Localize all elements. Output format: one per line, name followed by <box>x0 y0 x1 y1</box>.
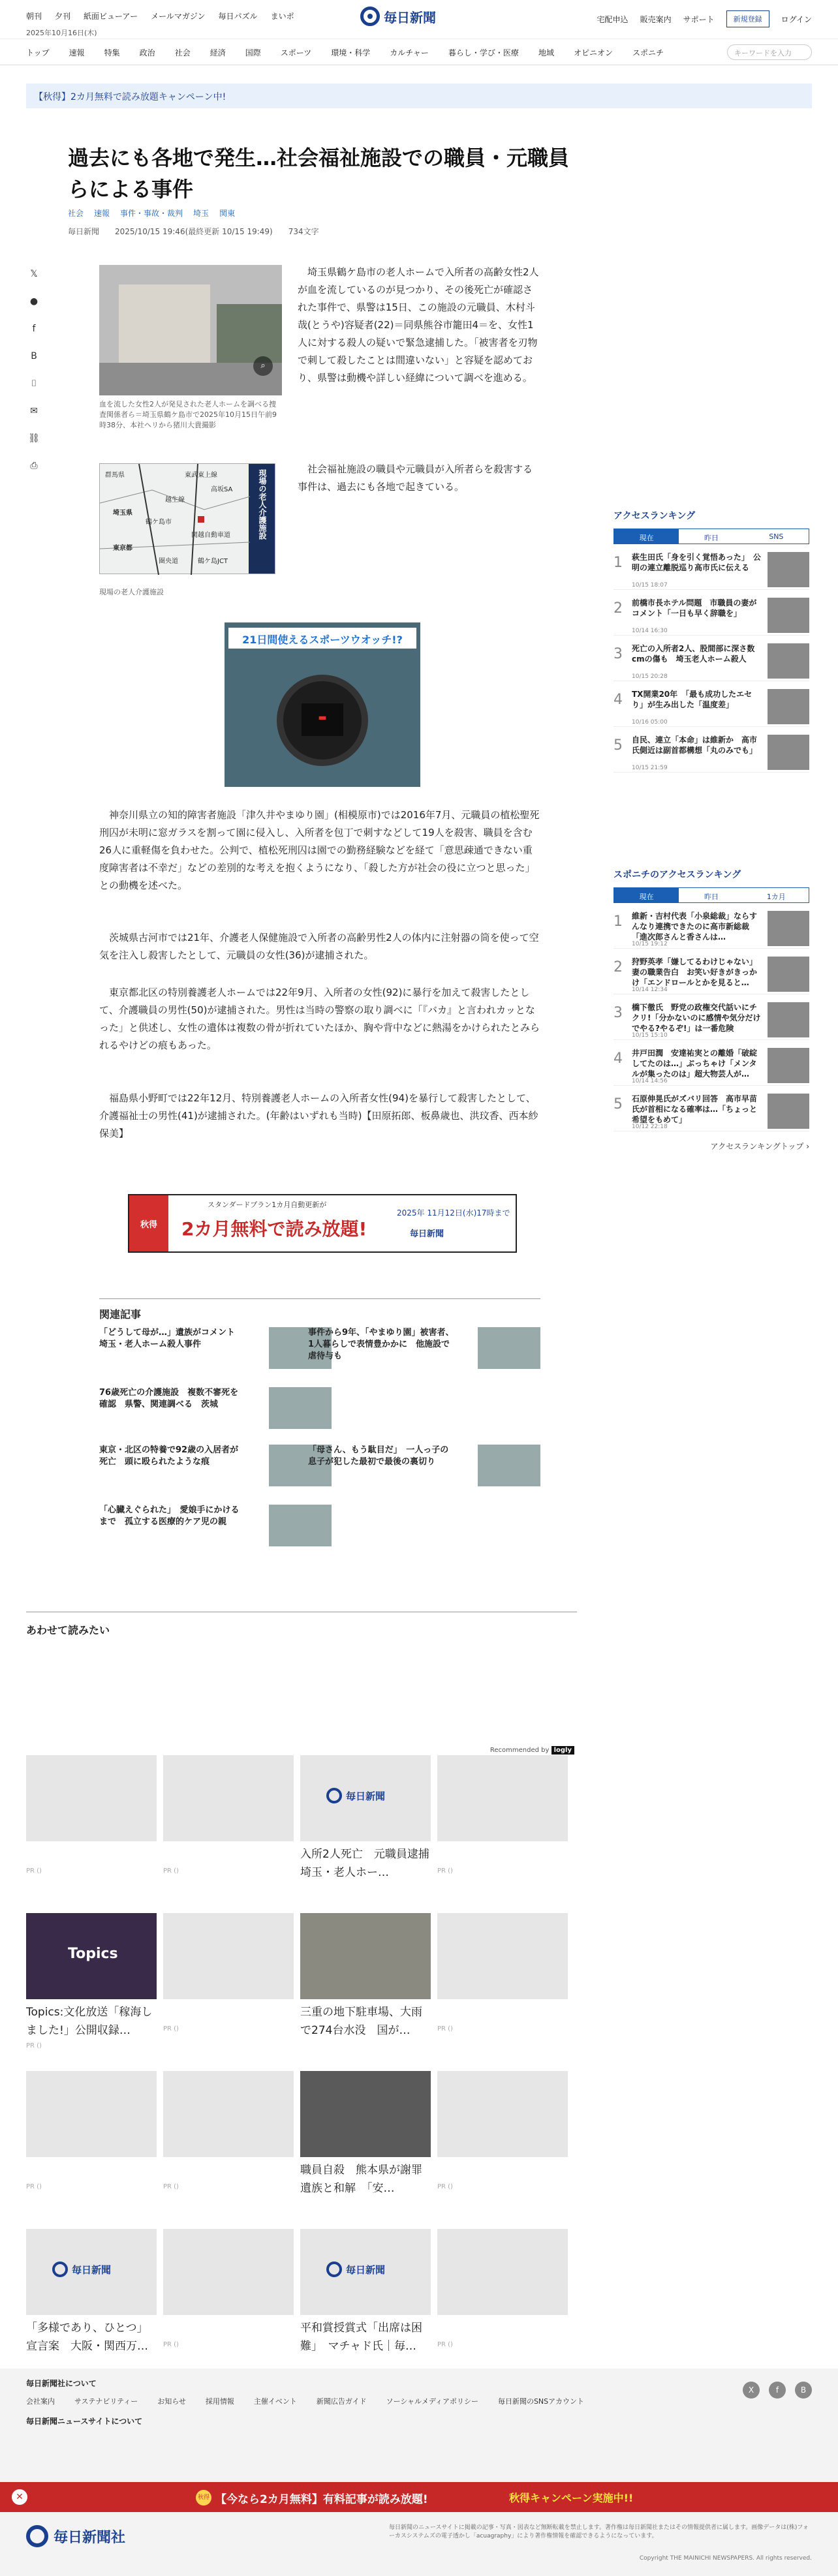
hatena-share-icon[interactable]: ● <box>29 296 39 307</box>
rank-thumb <box>768 552 809 587</box>
ranking-tab[interactable]: SNS <box>769 532 784 541</box>
photo-caption: 血を流した女性2人が発見された老人ホームを調べる捜査関係者ら＝埼玉県鶴ケ島市で2025年10月15日午前9時38分、本社ヘリから猪川大貴撮影 <box>99 400 277 429</box>
hatena-icon[interactable]: B <box>795 2382 812 2399</box>
rank-time: 10/15 18:07 <box>632 582 668 589</box>
login-button[interactable]: ログイン <box>781 14 812 24</box>
related-thumb <box>478 1445 540 1486</box>
footer-link[interactable]: 主催イベント <box>253 2397 297 2406</box>
rank-title: TX開業20年 「最も成功したエセり」が生み出した「温度差」 <box>632 690 753 709</box>
recommend-card[interactable] <box>300 2071 431 2198</box>
footer-news-site[interactable]: 毎日新聞ニュースサイトについて <box>26 2417 143 2426</box>
article-source: 毎日新聞 <box>68 227 100 236</box>
recommend-card[interactable] <box>163 2071 294 2190</box>
card-pr: PR () <box>437 1867 453 1875</box>
nav-item[interactable]: 社会 <box>174 48 191 57</box>
header-right <box>597 10 812 27</box>
bookmark-service-icon[interactable]: B <box>31 351 37 361</box>
rank-thumb <box>768 957 809 992</box>
card-image <box>300 2229 431 2315</box>
nav-item[interactable]: トップ <box>26 48 50 57</box>
rank-time: 10/15 20:28 <box>632 673 668 680</box>
card-title: Topics:文化放送「稼海しました!」公開収録… <box>26 2006 153 2037</box>
logo-mark-icon <box>26 2525 48 2547</box>
header-link-puzzle[interactable]: 毎日パズル <box>218 12 258 21</box>
ranking-tabs <box>613 529 809 544</box>
header-link-mail[interactable]: メールマガジン <box>151 12 206 21</box>
recommend-card[interactable] <box>437 2071 568 2190</box>
recommend-card[interactable] <box>26 2071 157 2190</box>
x-share-icon[interactable]: 𝕏 <box>30 269 38 279</box>
article-title: 過去にも各地で発生…社会福祉施設での職員・元職員らによる事件 <box>68 146 570 202</box>
header-date: 2025年10月16日(木) <box>26 29 97 37</box>
rank-time: 10/12 22:18 <box>632 1124 668 1130</box>
x-icon[interactable]: X <box>743 2382 760 2399</box>
rank-number: 1 <box>613 913 623 930</box>
recommend-card[interactable] <box>26 1755 157 1875</box>
related-title: 「心臓えぐられた」 愛娘手にかけるまで 孤立する医療的ケア児の親 <box>99 1505 240 1527</box>
map-caption: 現場の老人介護施設 <box>99 588 164 596</box>
article-datetime: 2025/10/15 19:46(最終更新 10/15 19:49) <box>115 227 273 236</box>
card-image <box>437 2071 568 2157</box>
footer-link[interactable]: 新聞広告ガイド <box>316 2397 367 2406</box>
rank-number: 3 <box>613 646 623 662</box>
card-pr: PR () <box>437 2183 453 2190</box>
card-pr: PR () <box>26 1867 42 1875</box>
footer-logo[interactable]: 毎日新聞社 <box>26 2525 125 2547</box>
card-title: 職員自殺 熊本県が謝罪 遺族と和解 「安… <box>300 2164 433 2195</box>
card-pr: PR () <box>163 1867 179 1875</box>
article-tags <box>68 207 235 219</box>
card-pr: PR () <box>163 2183 179 2190</box>
bookmark-icon[interactable]: ⌷ <box>31 378 37 389</box>
print-icon[interactable]: ⎙ <box>30 461 38 471</box>
recommend-card[interactable] <box>300 1755 441 1882</box>
rank-thumb <box>768 1002 809 1037</box>
nav-item[interactable]: 特集 <box>104 48 120 57</box>
campaign-footer-banner[interactable]: ✕ 秋得 【今なら2カ月無料】有料記事が読み放題! 秋得キャンペーン実施中!! <box>0 2482 838 2512</box>
footer-link[interactable]: ソーシャルメディアポリシー <box>386 2397 478 2406</box>
recommend-heading: あわせて読みたい <box>26 1624 110 1636</box>
recommend-card[interactable] <box>163 2229 294 2348</box>
recommend-card[interactable] <box>163 1913 294 2032</box>
rank-title: 前橋市長ホテル問題 市職員の妻がコメント「一日も早く辞職を」 <box>632 598 757 618</box>
rank-thumb <box>768 735 809 770</box>
rank-title: 石原伸晃氏がズバリ回答 高市早苗氏が首相になる確率は…「ちょっと希望をもめて」 <box>632 1094 758 1124</box>
sponichi-tabs <box>613 887 809 903</box>
article-paragraph: 神奈川県立の知的障害者施設「津久井やまゆり園」(相模原市)では2016年7月、元職員の植松聖死刑囚が未明に窓ガラスを割って園に侵入し、入所者を包丁で刺すなどして19人を殺害、職員を含む26人に重軽傷を負わせた。公判で、植松死刑囚は園での勤務経験などを経て「意思疎通できない重度障害者は不幸だ」などの差別的な考えを抱くようになり、「殺した方が社会の役に立つと思った」との動機を述べた。 <box>99 809 540 891</box>
rank-number: 4 <box>613 1050 623 1067</box>
article-meta <box>68 226 319 237</box>
recommend-card[interactable] <box>26 2229 157 2355</box>
search-input[interactable]: キーワードを入力 <box>727 44 812 60</box>
ranking-item[interactable] <box>613 911 809 949</box>
article-tag[interactable]: 埼玉 <box>193 209 210 218</box>
logo-mark-icon <box>360 7 380 26</box>
related-title: 「どうして母が…」遺族がコメント 埼玉・老人ホーム殺人事件 <box>99 1328 244 1349</box>
related-thumb <box>269 1505 332 1546</box>
ranking-more-link[interactable]: アクセスランキングトップ › <box>710 1142 809 1151</box>
rank-number: 3 <box>613 1005 623 1021</box>
header-link-maipo[interactable]: まいポ <box>270 12 294 21</box>
card-pr: PR () <box>26 2042 42 2049</box>
article-chars: 734文字 <box>288 227 319 236</box>
card-image <box>437 1755 568 1841</box>
share-bar <box>27 269 40 474</box>
footer-note: 毎日新聞のニュースサイトに掲載の記事・写真・図表など無断転載を禁止します。著作権は毎日新聞社またはその情報提供者に属します。画像データは(株)フォーカスシステムズの電子透かし「acuagraphy」により著作権情報を確認できるようになっています。 <box>389 2524 809 2539</box>
rank-title: 維新・吉村代表「小泉総裁」ならすんなり連携できたのに高市新総裁 「進次郎さんと香さんは… <box>632 912 758 942</box>
header-link-viewer[interactable]: 紙面ビューアー <box>84 12 138 21</box>
ranking-item[interactable] <box>613 689 809 727</box>
card-image <box>437 1913 568 1999</box>
related-item[interactable] <box>308 1327 540 1369</box>
related-item[interactable] <box>99 1505 332 1546</box>
rank-time: 10/15 15:10 <box>632 1032 668 1039</box>
nav-item[interactable]: 経済 <box>210 48 226 57</box>
article-paragraph: 東京都北区の特別養護老人ホームでは22年9月、入所者の女性(92)に暴行を加えて殺害したとして、介護職員の男性(50)が逮捕された。男性は当時の警察の取り調べに「『バカ』と言われカッとなった」と供述し、女性の遺体は複数の骨が折れていたほか、胸や背中などに熱湯をかけられたとみられるやけどの痕もあった。 <box>99 987 540 1051</box>
rank-number: 2 <box>613 959 623 975</box>
ranking-item[interactable] <box>613 957 809 994</box>
card-image <box>163 1913 294 1999</box>
card-image <box>163 1755 294 1841</box>
card-title: 三重の地下駐車場、大雨で274台水没 国が… <box>300 2006 422 2037</box>
zoom-icon[interactable]: ⌕ <box>253 356 273 376</box>
top-header <box>0 0 838 39</box>
recommended-by: Recommended by logly <box>490 1746 574 1755</box>
card-image <box>163 2229 294 2315</box>
nav-item[interactable]: スポーツ <box>280 48 312 57</box>
rank-title: 狩野英孝「嫌してるわけじゃない」妻の職業告白 お笑い好きがきっかけ「エンドロールとかを見ると… <box>632 957 758 987</box>
campaign-bar[interactable]: 【秋得】2カ月無料で読み放題キャンペーン中! <box>26 84 812 108</box>
topics-image-text: Topics <box>68 1946 118 1962</box>
card-image <box>300 2071 431 2157</box>
card-image <box>26 2229 157 2315</box>
recommend-card[interactable] <box>26 1913 157 2049</box>
card-image <box>437 2229 568 2315</box>
recommend-card[interactable] <box>437 1913 568 2032</box>
nav-item[interactable]: 速報 <box>69 48 85 57</box>
nav-item[interactable]: 環境・科学 <box>331 48 371 57</box>
footer-link[interactable]: サステナビリティー <box>74 2397 138 2406</box>
recommend-card[interactable] <box>437 2229 568 2348</box>
card-title: 入所2人死亡 元職員逮捕 埼玉・老人ホー… <box>300 1848 441 1879</box>
rank-thumb <box>768 911 809 946</box>
rank-title: 橋下徹氏 野党の政権交代話いにチクリ!「分かないのに感情や気分だけでやる?やるぞ!」は一番危険 <box>632 1003 761 1033</box>
close-icon[interactable]: ✕ <box>12 2489 27 2505</box>
rank-number: 2 <box>613 600 623 617</box>
rank-time: 10/14 16:30 <box>632 628 668 634</box>
header-link-evening[interactable]: 夕刊 <box>55 12 71 21</box>
nav-item[interactable]: オピニオン <box>573 48 613 57</box>
header-link-delivery[interactable]: 宅配申込 <box>597 14 628 24</box>
article-tag[interactable]: 速報 <box>94 209 110 218</box>
access-ranking <box>613 509 809 773</box>
footer-link[interactable]: お知らせ <box>157 2397 186 2406</box>
article-photo[interactable] <box>99 265 282 395</box>
related-item[interactable] <box>99 1445 332 1486</box>
rank-number: 5 <box>613 737 623 754</box>
card-image <box>26 2071 157 2157</box>
related-heading: 関連記事 <box>99 1308 142 1321</box>
copyright: Copyright THE MAINICHI NEWSPAPERS. All rights reserved. <box>639 2555 812 2562</box>
footer-link[interactable]: 毎日新聞のSNSアカウント <box>497 2397 585 2406</box>
ranking-item[interactable] <box>613 598 809 636</box>
card-image <box>300 1913 431 1999</box>
register-button[interactable]: 新規登録 <box>726 10 769 27</box>
mainichi-logo-icon: 毎日新聞 <box>326 1788 385 1803</box>
related-thumb <box>269 1387 332 1429</box>
related-title: 76歳死亡の介護施設 複数不審死を確認 県警、関連調べる 茨城 <box>99 1388 239 1409</box>
sponichi-ranking-title[interactable]: スポニチのアクセスランキング <box>613 870 741 880</box>
rank-time: 10/16 05:00 <box>632 719 668 726</box>
rank-time: 10/14 12:34 <box>632 987 668 993</box>
card-title: 平和賞授賞式「出席は困難」 マチャド氏｜毎… <box>300 2322 422 2353</box>
rank-time: 10/15 21:59 <box>632 765 668 771</box>
recommend-card[interactable] <box>300 2229 431 2355</box>
article-map[interactable]: 現場の老人介護施設 群馬県 東武東上線 高坂SA 越生線 埼玉県 鶴ケ島市 東京都 関越自動車道 圏央道 鶴ケ島JCT <box>99 463 275 574</box>
rank-thumb <box>768 1048 809 1083</box>
rank-thumb <box>768 1094 809 1129</box>
footer-sns <box>743 2382 812 2399</box>
rank-thumb <box>768 598 809 633</box>
rank-number: 4 <box>613 692 623 708</box>
recommend-card[interactable] <box>300 1913 431 2040</box>
card-pr: PR () <box>163 2341 179 2348</box>
rank-thumb <box>768 643 809 679</box>
related-item[interactable] <box>99 1387 332 1429</box>
card-title: 「多様であり、ひとつ」宣言案 大阪・関西万… <box>26 2322 148 2353</box>
footer <box>0 2369 838 2576</box>
related-item[interactable] <box>99 1327 332 1369</box>
header-left-links <box>26 10 294 22</box>
header-link-support[interactable]: サポート <box>683 14 715 24</box>
ranking-item[interactable] <box>613 735 809 773</box>
article-tag[interactable]: 事件・事故・裁判 <box>120 209 183 218</box>
rank-number: 1 <box>613 555 623 571</box>
related-title: 事件から9年、「やまゆり園」被害者、1人暮らしで表情豊かかに 他施設で虐待与も <box>308 1328 454 1361</box>
main-nav <box>0 39 838 65</box>
card-pr: PR () <box>163 2025 179 2032</box>
header-link-morning[interactable]: 朝刊 <box>26 12 42 21</box>
ranking-item[interactable] <box>613 1048 809 1086</box>
card-image <box>300 1755 431 1841</box>
card-image <box>26 1755 157 1841</box>
nav-item[interactable]: カルチャー <box>390 48 429 57</box>
sponichi-ranking <box>613 868 809 1152</box>
ranking-item[interactable] <box>613 643 809 681</box>
header-link-sales[interactable]: 販売案内 <box>640 14 672 24</box>
rank-time: 10/14 14:56 <box>632 1078 668 1084</box>
site-logo[interactable]: 毎日新聞 <box>360 7 436 26</box>
footer-link[interactable]: 採用情報 <box>205 2397 234 2406</box>
recommend-card[interactable] <box>437 1755 568 1875</box>
ranking-tab[interactable]: 昨日 <box>704 534 719 542</box>
card-image <box>26 1913 157 1999</box>
card-pr: PR () <box>437 2025 453 2032</box>
nav-item[interactable]: 地域 <box>538 48 554 57</box>
footer-about[interactable]: 毎日新聞社について <box>26 2379 97 2388</box>
rank-time: 10/15 19:12 <box>632 941 668 947</box>
link-icon[interactable]: ⛓ <box>28 433 40 444</box>
related-title: 東京・北区の特養で92歳の入居者が死亡 頭に殴られたような痕 <box>99 1445 239 1467</box>
nav-item[interactable]: スポニチ <box>632 48 664 57</box>
article-paragraph: 茨城県古河市では21年、介護老人保健施設で入所者の高齢男性2人の体内に注射器の筒を使って空気を注入し殺害したとして、元職員の女性(36)が逮捕された。 <box>99 932 539 961</box>
related-title: 「母さん、もう駄目だ」 一人っ子の息子が犯した最初で最後の裏切り <box>308 1445 449 1467</box>
rank-number: 5 <box>613 1096 623 1112</box>
ranking-tab[interactable]: 現在 <box>614 888 679 902</box>
mainichi-logo-icon: 毎日新聞 <box>326 2262 385 2277</box>
ranking-item[interactable] <box>613 1094 809 1131</box>
watch-face-icon: ▬ <box>302 703 343 736</box>
ranking-title[interactable]: アクセスランキング <box>613 511 696 521</box>
card-pr: PR () <box>26 2183 42 2190</box>
rank-thumb <box>768 689 809 724</box>
rank-title: 自民、連立「本命」は維新か 高市氏側近は副首都構想「丸のみでも」 <box>632 735 758 755</box>
related-item[interactable] <box>308 1445 540 1486</box>
facebook-share-icon[interactable]: f <box>32 324 36 334</box>
ranking-tab[interactable]: 昨日 <box>704 893 719 901</box>
nav-item[interactable]: 暮らし・学び・医療 <box>448 48 519 57</box>
article-paragraph: 埼玉県鶴ケ島市の老人ホームで入所者の高齢女性2人が血を流しているのが見つかり、その後死亡が確認された事件で、県警は15日、この施設の元職員、木村斗哉(とうや)容疑者(22)＝同県熊谷市籠田4＝を、女性1人に対する殺人の疑いで緊急逮捕した。「被害者を刃物で刺して殺したことは間違いない」と容疑を認めており、県警は動機や詳しい経緯について調べを進める。 <box>298 266 539 384</box>
article-tag[interactable]: 関東 <box>219 209 236 218</box>
ad-sport-watch[interactable]: 21日間使えるスポーツウオッチ!? ▬ <box>225 622 420 787</box>
article-tag[interactable]: 社会 <box>68 209 84 218</box>
card-image <box>163 2071 294 2157</box>
ranking-item[interactable] <box>613 552 809 590</box>
article-paragraph: 社会福祉施設の職員や元職員が入所者らを殺害する事件は、過去にも各地で起きている。 <box>298 463 533 493</box>
card-pr: PR () <box>437 2341 453 2348</box>
mail-icon[interactable]: ✉ <box>30 406 38 416</box>
ranking-tab[interactable]: 現在 <box>614 529 679 544</box>
nav-item[interactable]: 国際 <box>245 48 261 57</box>
footer-link[interactable]: 会社案内 <box>26 2397 55 2406</box>
ranking-item[interactable] <box>613 1002 809 1040</box>
nav-item[interactable]: 政治 <box>139 48 155 57</box>
related-thumb <box>478 1327 540 1369</box>
rank-title: 井戸田潤 安達祐実との離婚「破綻してたのは…」ぶっちゃけ「メンタルが集ったのは」超大物芸人が… <box>632 1049 758 1079</box>
mainichi-logo-icon: 毎日新聞 <box>52 2262 111 2277</box>
article-paragraph: 福島県小野町では22年12月、特別養護老人ホームの入所者女性(94)を暴行して殺害したとして、介護福祉士の男性(41)が逮捕された。(年齢はいずれも当時)【田原拓郎、板鼻歳也、洪玟香、西本紗保美】 <box>99 1092 538 1139</box>
rank-title: 萩生田氏「身を引く覚悟あった」 公明の連立離脱巡り高市氏に伝える <box>632 553 761 572</box>
rank-title: 死亡の入所者2人、股間部に深さ数cmの傷も 埼玉老人ホーム殺人 <box>632 644 755 664</box>
ranking-tab[interactable]: 1カ月 <box>766 893 786 901</box>
facebook-icon[interactable]: f <box>769 2382 786 2399</box>
ad-campaign[interactable]: 秋得 スタンダードプラン1カ月自動更新が 2カ月無料で読み放題! 2025年 11月12日(水)17時まで 毎日新聞 <box>128 1194 517 1253</box>
recommend-card[interactable] <box>163 1755 294 1875</box>
